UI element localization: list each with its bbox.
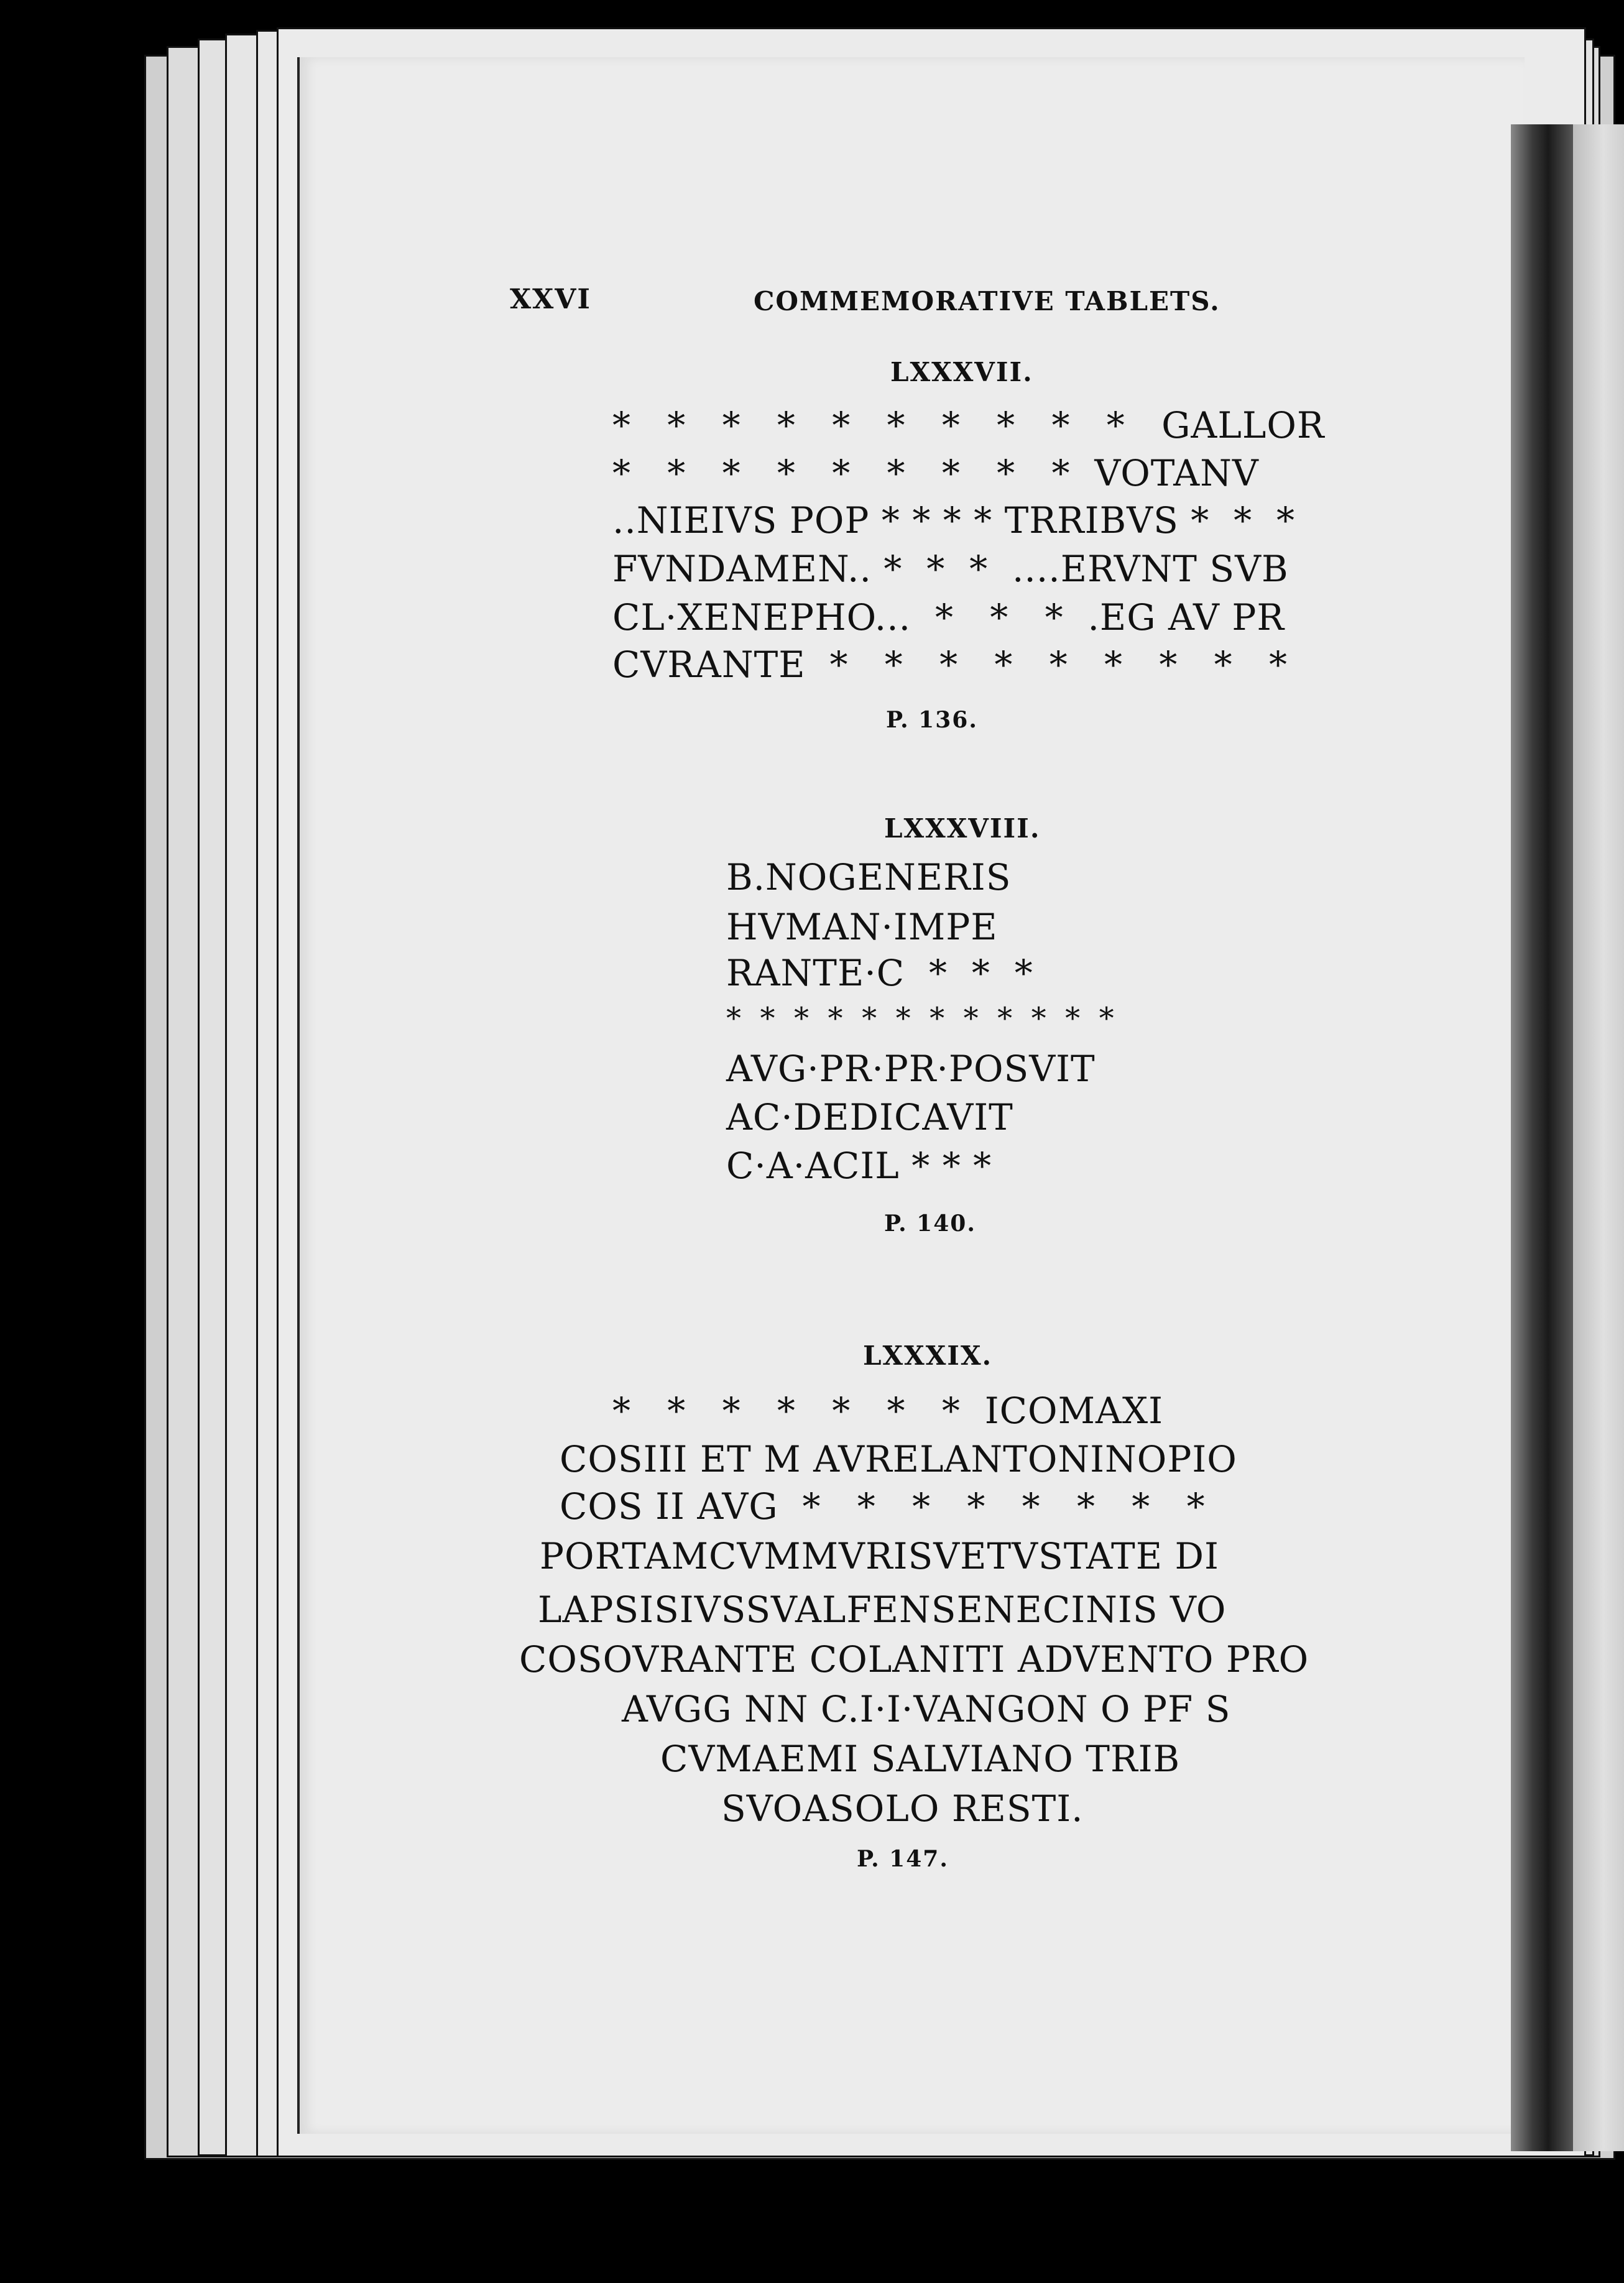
- inscription-line: * * * * * * * * * * GALLOR: [612, 404, 1325, 446]
- inscription-line: AVGG NN C.I·I·VANGON O PF S: [622, 1688, 1231, 1730]
- inscription-line: FVNDAMEN.. * * * ....ERVNT SVB: [612, 548, 1289, 590]
- inscription-line: ..NIEIVS POP * * * * TRRIBVS * * *: [612, 499, 1295, 542]
- page-number: XXVI: [510, 284, 591, 315]
- inscription-line: AVG·PR·PR·POSVIT: [726, 1048, 1096, 1090]
- inscription-line: CVRANTE * * * * * * * * *: [612, 643, 1288, 686]
- running-title: COMMEMORATIVE TABLETS.: [754, 286, 1220, 316]
- book-gutter: [1511, 124, 1573, 2151]
- inscription-line: C·A·ACIL * * *: [726, 1145, 992, 1187]
- inscription-line: RANTE·C * * *: [726, 952, 1033, 994]
- page-reference: P. 140.: [884, 1211, 976, 1237]
- inscription-line: PORTAMCVMMVRISVETVSTATE DI: [540, 1535, 1219, 1577]
- inscription-line: * * * * * * * * * VOTANV: [612, 452, 1259, 494]
- facing-page-edge: [1573, 124, 1624, 2151]
- inscription-line: B.NOGENERIS: [726, 856, 1012, 898]
- inscription-line: * * * * * * * ICOMAXI: [612, 1390, 1164, 1432]
- tablet-number: LXXXVIII.: [884, 813, 1041, 844]
- tablet-number: LXXXIX.: [863, 1340, 993, 1371]
- inscription-line: HVMAN·IMPE: [726, 906, 998, 948]
- inscription-line: COSIII ET M AVRELANTONINOPIO: [560, 1438, 1237, 1480]
- page-reference: P. 147.: [857, 1846, 949, 1872]
- inscription-line: COS II AVG * * * * * * * *: [560, 1485, 1206, 1528]
- inscription-line: CVMAEMI SALVIANO TRIB: [660, 1738, 1181, 1780]
- page-reference: P. 136.: [886, 707, 978, 733]
- inscription-line: SVOASOLO RESTI.: [721, 1787, 1084, 1830]
- tablet-number: LXXXVII.: [890, 357, 1033, 387]
- inscription-line: LAPSISIVSSVALFENSENECINIS VO: [538, 1589, 1227, 1631]
- inscription-line: * * * * * * * * * * * *: [726, 1001, 1114, 1036]
- inscription-line: CL·XENEPHO... * * * .EG AV PR: [612, 596, 1285, 639]
- inscription-line: COSOVRANTE COLANITI ADVENTO PRO: [519, 1638, 1309, 1681]
- inscription-line: AC·DEDICAVIT: [726, 1096, 1013, 1138]
